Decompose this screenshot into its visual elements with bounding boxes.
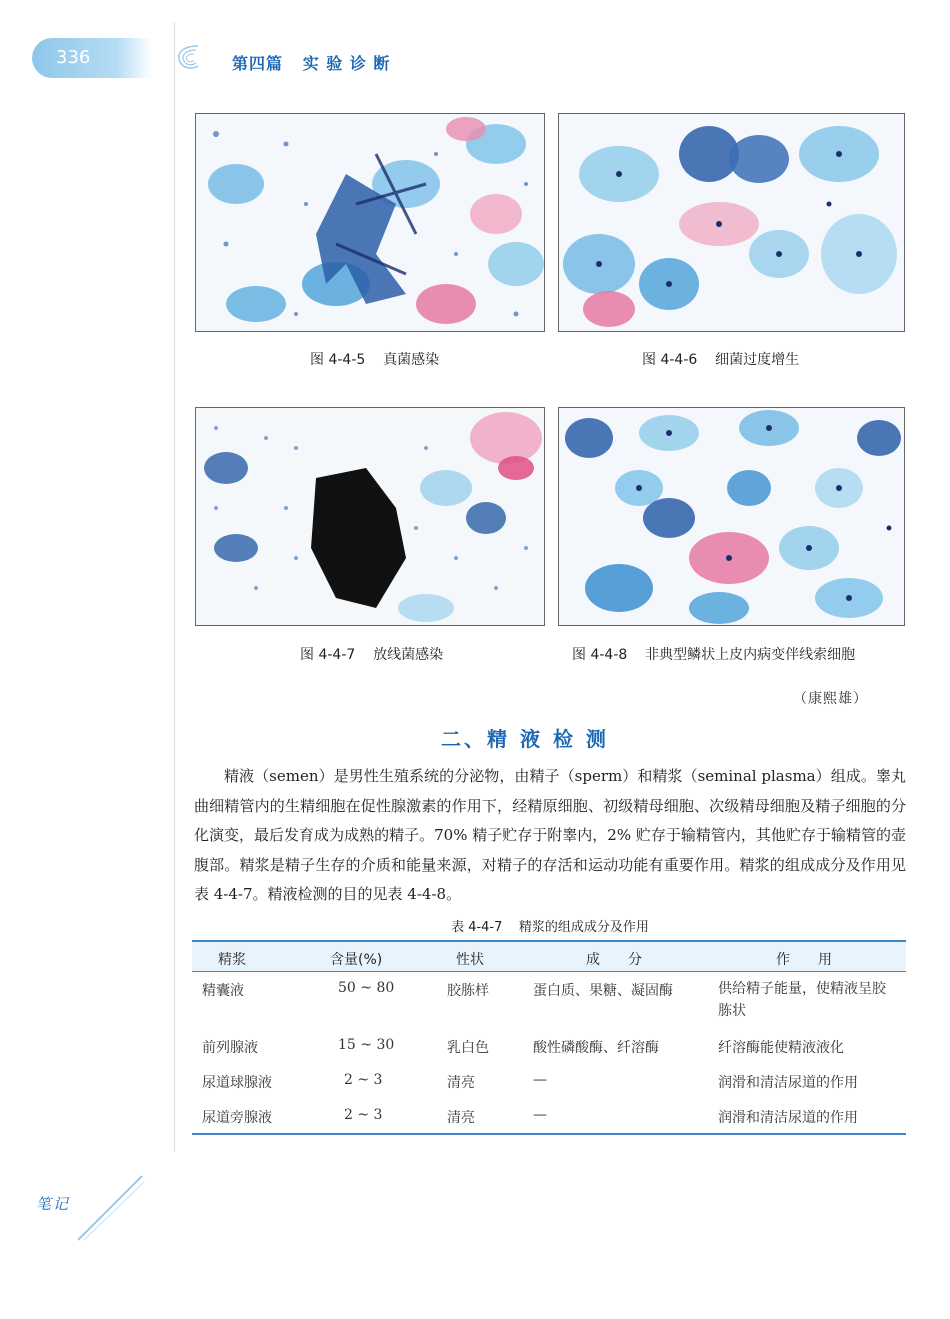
part-title: 第四篇 实 验 诊 断: [232, 54, 391, 73]
page-number: 336: [32, 38, 152, 78]
notes-label: 笔记: [36, 1195, 71, 1213]
table-cell: 15 ~ 30: [338, 1037, 395, 1053]
table-header-rule: [192, 971, 906, 972]
figure-4-4-7-image: [195, 407, 545, 626]
figure-caption: 图 4-4-6 细菌过度增生: [642, 352, 800, 368]
table-cell: —: [533, 1107, 547, 1123]
figure-4-4-6-image: [558, 113, 905, 332]
table-bottom-rule: [192, 1133, 906, 1135]
table-header-cell: 作 用: [776, 952, 832, 968]
table-title: 表 4-4-7 精浆的组成成分及作用: [451, 920, 649, 935]
table-cell: 润滑和清洁尿道的作用: [718, 1075, 858, 1091]
table-cell: 乳白色: [447, 1040, 489, 1056]
section-title: 二、精 液 检 测: [441, 727, 609, 751]
table-cell: 尿道旁腺液: [202, 1110, 272, 1126]
table-cell: 2 ~ 3: [344, 1072, 383, 1088]
table-header-cell: 精浆: [218, 952, 246, 968]
table-cell: 前列腺液: [202, 1040, 258, 1056]
figure-4-4-5-image: [195, 113, 545, 332]
figure-caption: 图 4-4-7 放线菌感染: [300, 647, 444, 663]
table-header-cell: 含量(%): [330, 952, 383, 968]
figure-caption: 图 4-4-5 真菌感染: [310, 352, 440, 368]
body-paragraph: 精液（semen）是男性生殖系统的分泌物，由精子（sperm）和精浆（seminal plasma）组成。睾丸曲细精管内的生精细胞在促性腺激素的作用下，经精原细胞、初级精母细胞、次级精母细胞及精子细胞的分化演变，最后发育成为成熟的精子。70% 精子贮存于附睾内，2% 贮存于输精管内，其他贮存于输精管的壶腹部。精浆是精子生存的介质和能量来源，对精子的存活和运动功能有重要作用。精浆的组成成分及作用见表 4-4-7。精液检测的目的见表 4-4-8。: [194, 767, 906, 903]
swirl-logo-icon: [172, 40, 202, 76]
table-cell: 尿道球腺液: [202, 1075, 272, 1091]
table-cell: 纤溶酶能使精液液化: [718, 1040, 844, 1056]
table-header-cell: 成 分: [586, 952, 642, 968]
table-cell: 清亮: [447, 1110, 475, 1126]
table-header-cell: 性状: [456, 952, 484, 968]
table-cell: 蛋白质、果糖、凝固酶: [533, 983, 673, 999]
table-cell: —: [533, 1072, 547, 1088]
table-cell: 2 ~ 3: [344, 1107, 383, 1123]
margin-rule: [174, 22, 175, 1152]
table-cell: 供给精子能量，使精液呈胶胨状: [718, 981, 886, 1019]
table-cell: 精囊液: [202, 983, 244, 999]
table-cell: 50 ~ 80: [338, 980, 395, 996]
pen-stroke-icon: [76, 1172, 146, 1242]
author-credit: （康熙雄）: [793, 691, 868, 707]
table-cell: 酸性磷酸酶、纤溶酶: [533, 1040, 659, 1056]
table-cell: 润滑和清洁尿道的作用: [718, 1110, 858, 1126]
figure-caption: 图 4-4-8 非典型鳞状上皮内病变伴线索细胞: [572, 647, 856, 663]
figure-4-4-8-image: [558, 407, 905, 626]
table-cell: 胶胨样: [447, 983, 489, 999]
table-cell: 清亮: [447, 1075, 475, 1091]
